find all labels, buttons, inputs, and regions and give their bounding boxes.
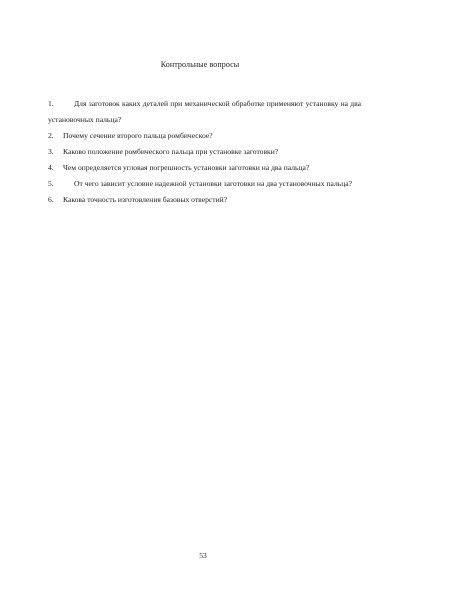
list-item	[48, 176, 361, 192]
page-title: Контрольные вопросы	[160, 60, 240, 69]
question-number: 6.	[48, 195, 54, 204]
list-item	[48, 144, 361, 160]
list-item	[48, 128, 361, 144]
question-number: 5.	[48, 179, 54, 188]
questions-list	[48, 96, 361, 208]
list-item	[48, 192, 361, 208]
list-item	[48, 96, 361, 128]
question-text: Почему сечение второго пальца ромбическое?	[63, 131, 213, 140]
question-text: От чего зависит условие надежной установки заготовки на два установочных пальца?	[74, 179, 353, 188]
question-text: Чем определяется угловая погрешность установки заготовки на два пальца?	[63, 163, 310, 172]
question-number: 2.	[48, 131, 54, 140]
question-number: 3.	[48, 147, 54, 156]
question-text: Какова точность изготовления базовых отверстий?	[63, 195, 228, 204]
list-item	[48, 160, 361, 176]
question-text: Каково положение ромбического пальца при установке заготовки?	[63, 147, 279, 156]
question-text: Для заготовок каких деталей при механической обработке применяют установку на два установочных пальца?	[48, 99, 361, 124]
question-number: 4.	[48, 163, 54, 172]
page-number: 53	[199, 551, 207, 560]
question-number: 1.	[48, 99, 54, 108]
